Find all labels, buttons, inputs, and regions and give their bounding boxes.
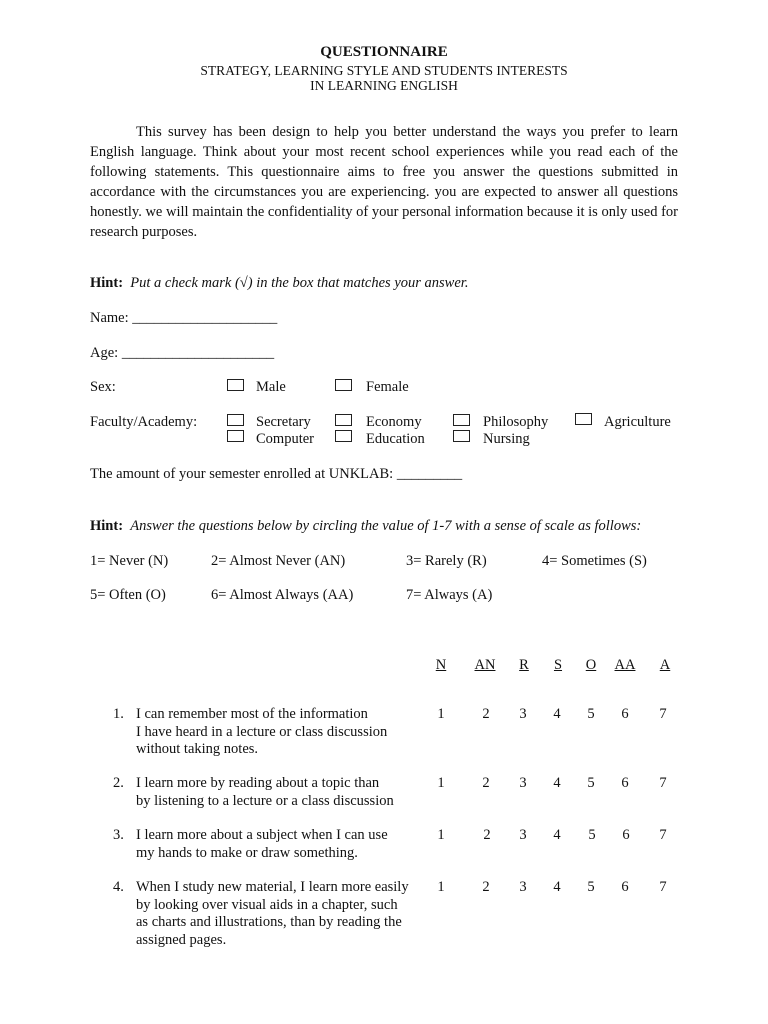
scale-value-1[interactable]: 1 [437,879,445,895]
option-economy: Economy [366,414,422,430]
legend-almost-always: 6= Almost Always (AA) [211,587,354,603]
hint-check-mark [90,275,468,292]
scale-value-7[interactable]: 7 [659,706,667,722]
scale-value-6[interactable]: 6 [621,775,629,791]
scale-value-3[interactable]: 3 [519,827,527,843]
question-line: I learn more about a subject when I can use [136,827,388,843]
option-computer: Computer [256,431,314,447]
scale-value-5[interactable]: 5 [587,706,595,722]
hint-text: Put a check mark (√) in the box that matches your answer. [130,275,469,291]
scale-value-3[interactable]: 3 [519,706,527,722]
checkbox-agriculture[interactable] [575,413,592,425]
scale-value-5[interactable]: 5 [588,827,596,843]
scale-value-2[interactable]: 2 [482,775,490,791]
legend-always: 7= Always (A) [406,587,493,603]
semester-blank[interactable]: _________ [396,466,463,482]
checkbox-computer[interactable] [227,430,244,442]
column-header-s: S [553,657,563,673]
column-header-r: R [519,657,529,673]
checkbox-secretary[interactable] [227,414,244,426]
name-field[interactable] [90,310,277,327]
scale-value-4[interactable]: 4 [553,706,561,722]
scale-value-3[interactable]: 3 [519,775,527,791]
scale-value-6[interactable]: 6 [621,879,629,895]
checkbox-philosophy[interactable] [453,414,470,426]
question-text [136,827,388,862]
intro-text: This survey has been design to help you better understand the ways you prefer to learn English language. Think about your most recent school experiences while you read each of the following statements. This questionnaire aims to free you answer the questions submitted in accordance with the circumstances you are experiencing. you are expected to answer all questions honestly. we will maintain the confidentiality of your personal information because it is only used for research purposes. [90,124,678,240]
question-number: 3. [113,827,124,843]
question-number: 1. [113,706,124,722]
age-blank[interactable]: _____________________ [121,345,275,361]
scale-value-4[interactable]: 4 [553,775,561,791]
page-title: QUESTIONNAIRE [320,44,448,60]
column-header-an: AN [474,657,496,673]
page-subtitle-line-1: STRATEGY, LEARNING STYLE AND STUDENTS INTERESTS [200,63,568,78]
question-line: I can remember most of the information [136,706,368,722]
question-line: I have heard in a lecture or class discussion [136,723,388,740]
legend-sometimes: 4= Sometimes (S) [542,553,647,569]
scale-value-1[interactable]: 1 [437,775,445,791]
faculty-label: Faculty/Academy: [90,414,198,430]
scale-value-1[interactable]: 1 [437,827,445,843]
column-header-n: N [435,657,447,673]
hint-text: Answer the questions below by circling the value of 1-7 with a sense of scale as follows: [130,518,642,534]
option-philosophy: Philosophy [483,414,549,430]
option-education: Education [366,431,425,447]
scale-value-2[interactable]: 2 [482,879,490,895]
name-blank[interactable]: ____________________ [132,310,278,326]
scale-value-7[interactable]: 7 [659,879,667,895]
column-header-a: A [659,657,671,673]
semester-label: The amount of your semester enrolled at UNKLAB: [90,466,394,482]
checkbox-male[interactable] [227,379,244,391]
scale-value-1[interactable]: 1 [437,706,445,722]
age-label: Age: [90,345,119,361]
column-header-o: O [585,657,597,673]
checkbox-female[interactable] [335,379,352,391]
legend-almost-never: 2= Almost Never (AN) [211,553,346,569]
scale-value-5[interactable]: 5 [587,879,595,895]
intro-paragraph [90,122,678,242]
checkbox-nursing[interactable] [453,430,470,442]
question-number: 4. [113,879,124,895]
scale-value-4[interactable]: 4 [553,827,561,843]
legend-rarely: 3= Rarely (R) [406,553,487,569]
scale-value-2[interactable]: 2 [482,706,490,722]
question-text [136,775,394,810]
question-line: as charts and illustrations, than by reading the [136,914,402,930]
question-line: by looking over visual aids in a chapter, such [136,896,398,913]
question-line: When I study new material, I learn more easily [136,879,409,895]
legend-often: 5= Often (O) [90,587,166,603]
scale-value-3[interactable]: 3 [519,879,527,895]
scale-value-7[interactable]: 7 [659,827,667,843]
semester-field[interactable] [90,466,462,483]
scale-value-6[interactable]: 6 [621,706,629,722]
hint-scale [90,518,641,535]
question-line: without taking notes. [136,741,259,757]
scale-value-4[interactable]: 4 [553,879,561,895]
question-line: assigned pages. [136,931,227,948]
sex-label: Sex: [90,379,116,395]
question-line: my hands to make or draw something. [136,844,358,861]
option-secretary: Secretary [256,414,311,430]
option-nursing: Nursing [483,431,530,447]
hint-label: Hint: [90,518,124,534]
name-label: Name: [90,310,129,326]
scale-value-6[interactable]: 6 [622,827,630,843]
column-header-aa: AA [614,657,636,673]
page-subtitle-line-2: IN LEARNING ENGLISH [310,78,458,93]
legend-never: 1= Never (N) [90,553,169,569]
option-female: Female [366,379,409,395]
hint-label: Hint: [90,275,124,291]
option-male: Male [256,379,286,395]
checkbox-economy[interactable] [335,414,352,426]
option-agriculture: Agriculture [604,414,671,430]
scale-value-7[interactable]: 7 [659,775,667,791]
question-text [136,706,387,759]
checkbox-education[interactable] [335,430,352,442]
scale-value-5[interactable]: 5 [587,775,595,791]
question-text [136,879,409,949]
question-line: I learn more by reading about a topic than [136,775,380,791]
question-line: by listening to a lecture or a class discussion [136,792,394,809]
age-field[interactable] [90,345,274,362]
scale-value-2[interactable]: 2 [483,827,491,843]
question-number: 2. [113,775,124,791]
